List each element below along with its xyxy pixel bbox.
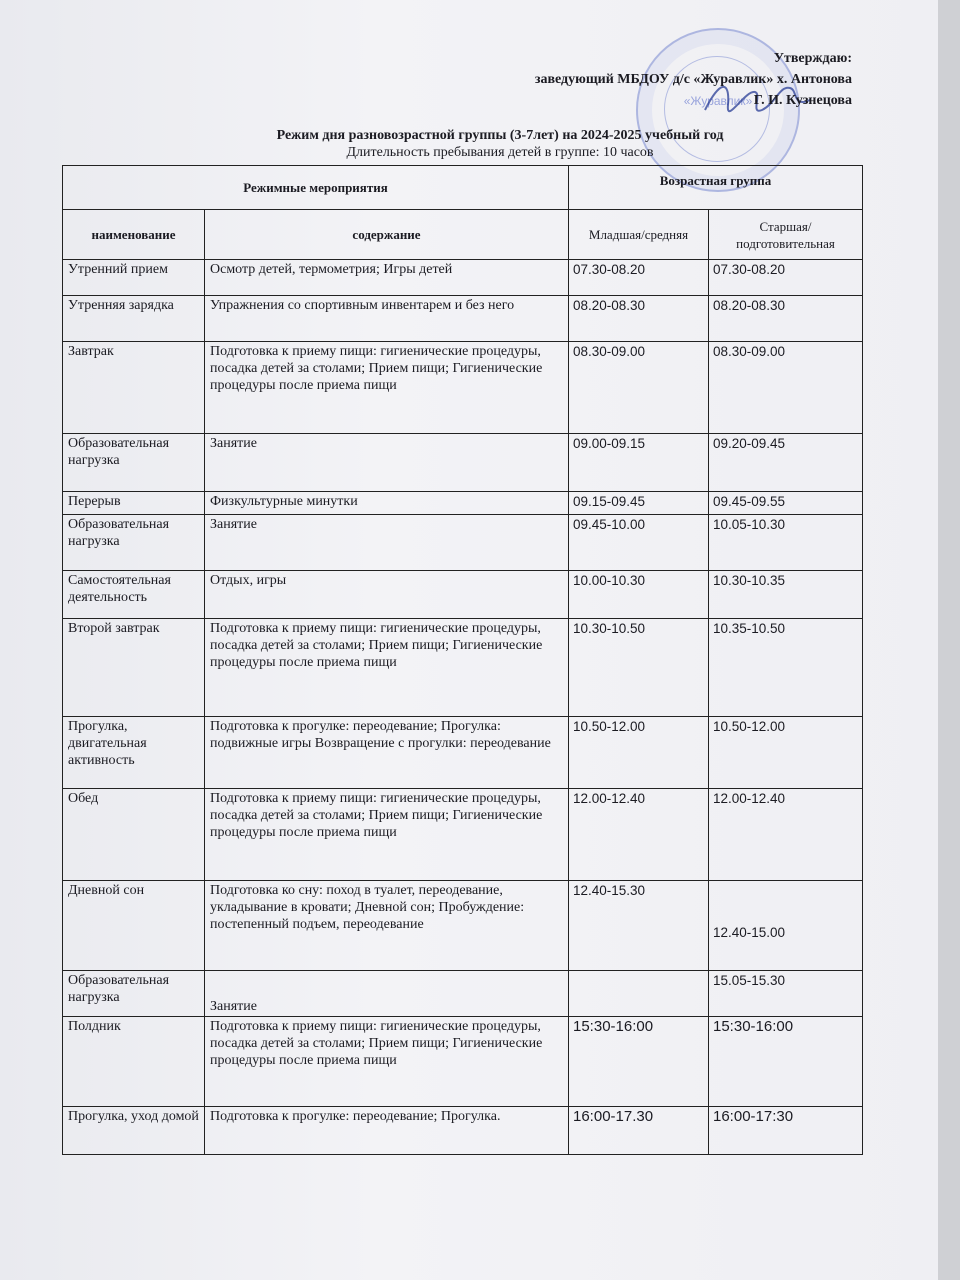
row-name: Прогулка, уход домой <box>63 1107 205 1155</box>
row-time-junior: 16:00-17.30 <box>569 1107 709 1155</box>
row-time-senior: 15:30-16:00 <box>709 1017 863 1107</box>
table-row <box>63 789 863 881</box>
row-time-senior: 15.05-15.30 <box>709 971 863 1017</box>
row-time-junior: 15:30-16:00 <box>569 1017 709 1107</box>
row-time-senior: 10.30-10.35 <box>709 571 863 619</box>
row-time-senior: 12.00-12.40 <box>709 789 863 881</box>
table-row <box>63 571 863 619</box>
row-name: Обед <box>63 789 205 881</box>
row-content: Подготовка к приему пищи: гигиенические процедуры, посадка детей за столами; Прием пищи; Гигиенические процедуры после приема пищи <box>205 789 569 881</box>
row-name: Полдник <box>63 1017 205 1107</box>
approval-block <box>535 48 852 111</box>
table-row <box>63 296 863 342</box>
row-time-senior: 09.45-09.55 <box>709 492 863 515</box>
row-time-junior: 08.30-09.00 <box>569 342 709 434</box>
row-name: Образовательная нагрузка <box>63 434 205 492</box>
row-content: Отдых, игры <box>205 571 569 619</box>
header-name: наименование <box>63 210 205 260</box>
document-title: Режим дня разновозрастной группы (3-7лет) на 2024-2025 учебный год <box>276 128 724 143</box>
header-regime-activities: Режимные мероприятия <box>63 166 569 210</box>
schedule-table <box>62 165 863 1155</box>
row-content: Занятие <box>205 515 569 571</box>
row-content: Упражнения со спортивным инвентарем и без него <box>205 296 569 342</box>
table-row <box>63 881 863 971</box>
row-time-senior: 16:00-17:30 <box>709 1107 863 1155</box>
row-time-junior: 09.00-09.15 <box>569 434 709 492</box>
row-content: Подготовка к прогулке: переодевание; Прогулка: подвижные игры Возвращение с прогулки: переодевание <box>205 717 569 789</box>
row-time-junior: 12.00-12.40 <box>569 789 709 881</box>
row-time-senior: 07.30-08.20 <box>709 260 863 296</box>
header-senior: Старшая/ подготовительная <box>709 210 863 260</box>
header-junior: Младшая/средняя <box>569 210 709 260</box>
row-time-senior: 12.40-15.00 <box>709 881 863 971</box>
table-row <box>63 619 863 717</box>
approve-line-2: заведующий МБДОУ д/с «Журавлик» х. Антонова <box>534 72 852 87</box>
row-content: Занятие <box>205 971 569 1017</box>
row-content: Подготовка ко сну: поход в туалет, переодевание, укладывание в кровати; Дневной сон; Пробуждение: постепенный подъем, переодевание <box>205 881 569 971</box>
document-subtitle: Длительность пребывания детей в группе: 10 часов <box>346 145 654 160</box>
row-time-junior: 12.40-15.30 <box>569 881 709 971</box>
row-time-senior: 08.20-08.30 <box>709 296 863 342</box>
header-content: содержание <box>205 210 569 260</box>
row-time-junior: 07.30-08.20 <box>569 260 709 296</box>
row-name: Второй завтрак <box>63 619 205 717</box>
row-name: Утренняя зарядка <box>63 296 205 342</box>
row-content: Осмотр детей, термометрия; Игры детей <box>205 260 569 296</box>
row-time-junior: 09.15-09.45 <box>569 492 709 515</box>
row-name: Прогулка, двигательная активность <box>63 717 205 789</box>
table-row <box>63 515 863 571</box>
row-name: Самостоятельная деятельность <box>63 571 205 619</box>
row-time-senior: 10.05-10.30 <box>709 515 863 571</box>
table-row <box>63 1017 863 1107</box>
row-name: Перерыв <box>63 492 205 515</box>
table-row <box>63 492 863 515</box>
row-time-junior: 10.00-10.30 <box>569 571 709 619</box>
row-content: Подготовка к прогулке: переодевание; Прогулка. <box>205 1107 569 1155</box>
row-time-junior: 10.30-10.50 <box>569 619 709 717</box>
row-time-senior: 10.35-10.50 <box>709 619 863 717</box>
table-row <box>63 434 863 492</box>
row-time-junior: 08.20-08.30 <box>569 296 709 342</box>
row-name: Дневной сон <box>63 881 205 971</box>
stamp-text: «Журавлик» <box>683 94 753 108</box>
row-time-senior: 08.30-09.00 <box>709 342 863 434</box>
row-time-junior <box>569 971 709 1017</box>
row-name: Образовательная нагрузка <box>63 515 205 571</box>
row-content: Подготовка к приему пищи: гигиенические процедуры, посадка детей за столами; Прием пищи; Гигиенические процедуры после приема пищи <box>205 1017 569 1107</box>
row-content: Занятие <box>205 434 569 492</box>
table-row <box>63 260 863 296</box>
row-time-junior: 09.45-10.00 <box>569 515 709 571</box>
table-row <box>63 1107 863 1155</box>
background-wall <box>938 0 960 1280</box>
row-time-junior: 10.50-12.00 <box>569 717 709 789</box>
table-row <box>63 971 863 1017</box>
row-time-senior: 09.20-09.45 <box>709 434 863 492</box>
table-row <box>63 717 863 789</box>
row-name: Образовательная нагрузка <box>63 971 205 1017</box>
row-name: Утренний прием <box>63 260 205 296</box>
row-time-senior: 10.50-12.00 <box>709 717 863 789</box>
table-row <box>63 342 863 434</box>
row-content: Подготовка к приему пищи: гигиенические процедуры, посадка детей за столами; Прием пищи; Гигиенические процедуры после приема пищи <box>205 619 569 717</box>
row-content: Подготовка к приему пищи: гигиенические процедуры, посадка детей за столами; Прием пищи; Гигиенические процедуры после приема пищи <box>205 342 569 434</box>
row-content: Физкультурные минутки <box>205 492 569 515</box>
header-age-group: Возрастная группа <box>569 166 863 210</box>
approve-line-1: Утверждаю: <box>773 51 852 66</box>
approve-line-3: Г. И. Кузнецова <box>753 93 852 108</box>
row-name: Завтрак <box>63 342 205 434</box>
